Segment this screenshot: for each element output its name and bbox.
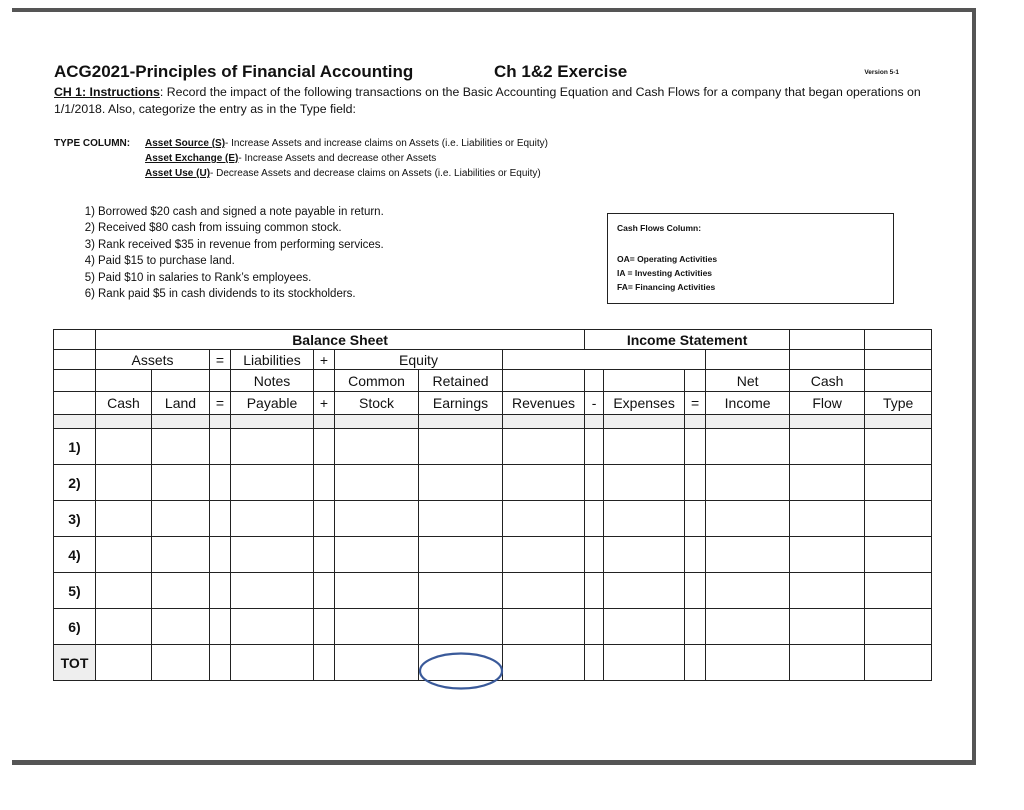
expenses-header: Expenses <box>604 392 685 415</box>
equals-sign: = <box>685 392 706 415</box>
header-cell <box>503 370 585 392</box>
cell[interactable] <box>335 645 419 681</box>
cell[interactable] <box>865 465 932 501</box>
table-row <box>54 429 932 465</box>
header-cell <box>706 350 790 370</box>
cell[interactable] <box>604 645 685 681</box>
table-row <box>54 609 932 645</box>
cell[interactable] <box>503 465 585 501</box>
cell[interactable] <box>604 465 685 501</box>
equals-sign: = <box>210 350 231 370</box>
cell[interactable] <box>419 609 503 645</box>
plus-sign: + <box>314 392 335 415</box>
accounting-worksheet-table <box>53 329 932 681</box>
row-label: 6) <box>54 609 96 645</box>
land-header: Land <box>152 392 210 415</box>
cell[interactable] <box>335 465 419 501</box>
cell[interactable] <box>865 537 932 573</box>
header-cell <box>503 350 706 370</box>
transaction-text: Borrowed $20 cash and signed a note payable in return. <box>98 206 384 218</box>
type-term: Asset Source (S) <box>145 138 226 149</box>
cell[interactable] <box>604 573 685 609</box>
header-cell <box>54 392 96 415</box>
type-desc: - Increase Assets and decrease other Assets <box>238 153 437 164</box>
earnings-header: Earnings <box>419 392 503 415</box>
cell[interactable] <box>706 537 790 573</box>
cash-flows-legend-box <box>607 213 894 304</box>
transaction-item <box>64 237 384 253</box>
flow-header: Flow <box>790 392 865 415</box>
instructions-label: CH 1: Instructions <box>54 85 160 99</box>
transaction-text: Received $80 cash from issuing common stock. <box>98 222 342 235</box>
cash-flow-header-top: Cash <box>790 370 865 392</box>
cell[interactable] <box>152 465 210 501</box>
row-label: 2) <box>54 465 96 501</box>
type-desc: - Increase Assets and increase claims on Assets (i.e. Liabilities or Equity) <box>225 138 548 149</box>
plus-sign: + <box>314 350 335 370</box>
cell[interactable] <box>503 573 585 609</box>
type-desc: - Decrease Assets and decrease claims on Assets (i.e. Liabilities or Equity) <box>210 168 541 179</box>
type-term: Asset Exchange (E) <box>145 153 239 164</box>
type-column-label: TYPE COLUMN: <box>54 138 131 149</box>
cell[interactable] <box>96 537 152 573</box>
liabilities-header: Liabilities <box>231 350 314 370</box>
cash-flows-legend-title: Cash Flows Column: <box>617 223 702 233</box>
header-cell <box>585 370 604 392</box>
row-label: 5) <box>54 573 96 609</box>
cell[interactable] <box>335 429 419 465</box>
payable-header: Payable <box>231 392 314 415</box>
cell[interactable] <box>706 573 790 609</box>
cell[interactable] <box>790 609 865 645</box>
cell[interactable] <box>706 609 790 645</box>
cell[interactable] <box>790 645 865 681</box>
cell[interactable] <box>706 645 790 681</box>
header-cell <box>790 330 865 350</box>
equity-header: Equity <box>335 350 503 370</box>
notes-header: Notes <box>231 370 314 392</box>
header-row-sub-bottom <box>54 392 932 415</box>
cell[interactable] <box>865 573 932 609</box>
header-row-sub-top <box>54 370 932 392</box>
cell[interactable] <box>335 501 419 537</box>
type-item <box>145 166 541 181</box>
cell[interactable] <box>96 465 152 501</box>
header-row-sections <box>54 330 932 350</box>
transaction-item <box>64 286 384 302</box>
income-statement-header: Income Statement <box>585 330 790 350</box>
row-label: 1) <box>54 429 96 465</box>
minus-sign: - <box>585 392 604 415</box>
cash-header: Cash <box>96 392 152 415</box>
cell[interactable] <box>604 501 685 537</box>
cell[interactable] <box>231 609 314 645</box>
net-header: Net <box>706 370 790 392</box>
transaction-item <box>64 253 384 269</box>
transaction-text: Rank paid $5 in cash dividends to its stockholders. <box>98 288 356 301</box>
cell[interactable] <box>419 465 503 501</box>
equals-sign: = <box>210 392 231 415</box>
total-label: TOT <box>54 645 96 681</box>
assets-header: Assets <box>96 350 210 370</box>
cell[interactable] <box>865 501 932 537</box>
cell[interactable] <box>335 537 419 573</box>
course-title: ACG2021-Principles of Financial Accounting <box>54 62 414 81</box>
cash-flows-legend-item: OA= Operating Activities <box>617 254 718 264</box>
cell[interactable] <box>96 609 152 645</box>
header-row-groups <box>54 350 932 370</box>
cell[interactable] <box>790 465 865 501</box>
cell[interactable] <box>503 429 585 465</box>
cell[interactable] <box>96 573 152 609</box>
cell[interactable] <box>231 429 314 465</box>
stock-header: Stock <box>335 392 419 415</box>
cell[interactable] <box>152 609 210 645</box>
cash-flows-legend-item: IA = Investing Activities <box>617 268 713 278</box>
cell[interactable] <box>152 645 210 681</box>
cell[interactable] <box>604 429 685 465</box>
cell[interactable] <box>419 537 503 573</box>
cash-flows-legend-item: FA= Financing Activities <box>617 282 716 292</box>
header-cell <box>604 370 685 392</box>
type-term: Asset Use (U) <box>145 168 211 179</box>
cell[interactable] <box>419 501 503 537</box>
cell[interactable] <box>706 501 790 537</box>
version-label: Version 5-1 <box>864 69 899 76</box>
chapter-title: Ch 1&2 Exercise <box>494 62 628 81</box>
cell[interactable] <box>152 573 210 609</box>
table-row <box>54 537 932 573</box>
cell[interactable] <box>790 573 865 609</box>
cell[interactable] <box>419 573 503 609</box>
table-row <box>54 501 932 537</box>
header-cell <box>54 370 96 392</box>
header-cell <box>790 350 865 370</box>
transaction-number: 3) <box>84 238 95 251</box>
common-header: Common <box>335 370 419 392</box>
cell[interactable] <box>706 465 790 501</box>
header-cell <box>865 370 932 392</box>
cell[interactable] <box>865 645 932 681</box>
cell[interactable] <box>503 501 585 537</box>
header-cell <box>54 330 96 350</box>
instructions-text: : Record the impact of the following transactions on the Basic Accounting Equation and Cash Flows for a company that began operations on 1/1/2018. Also, categorize the entry as in the Type field: <box>54 85 921 116</box>
transaction-number: 2) <box>84 222 95 235</box>
header-cell <box>96 370 152 392</box>
transaction-number: 4) <box>84 255 95 268</box>
cell[interactable] <box>231 645 314 681</box>
header-cell <box>865 330 932 350</box>
header-cell <box>152 370 210 392</box>
transaction-item <box>64 220 384 236</box>
cell[interactable] <box>152 501 210 537</box>
cell[interactable] <box>419 429 503 465</box>
cell[interactable] <box>706 429 790 465</box>
row-label: 4) <box>54 537 96 573</box>
transaction-text: Paid $10 in salaries to Rank’s employees. <box>98 271 312 284</box>
cell[interactable] <box>335 573 419 609</box>
cell[interactable] <box>790 429 865 465</box>
table-row <box>54 465 932 501</box>
transaction-number: 6) <box>84 288 95 301</box>
header-cell <box>865 350 932 370</box>
balance-sheet-header: Balance Sheet <box>96 330 585 350</box>
cell[interactable] <box>152 429 210 465</box>
title-row <box>54 62 924 84</box>
cell[interactable] <box>152 537 210 573</box>
cell[interactable] <box>231 573 314 609</box>
transaction-number: 1) <box>84 206 95 218</box>
cell[interactable] <box>96 429 152 465</box>
cell[interactable] <box>865 429 932 465</box>
transaction-text: Rank received $35 in revenue from performing services. <box>98 238 384 251</box>
cell[interactable] <box>231 501 314 537</box>
cell[interactable] <box>865 609 932 645</box>
type-item <box>145 136 548 151</box>
type-item <box>145 151 436 166</box>
cell[interactable] <box>335 609 419 645</box>
cell[interactable] <box>96 501 152 537</box>
header-cell <box>685 370 706 392</box>
header-cell <box>314 370 335 392</box>
transaction-item <box>64 204 384 220</box>
cell[interactable] <box>231 465 314 501</box>
cell[interactable] <box>604 609 685 645</box>
spacer-row <box>54 415 932 429</box>
type-header: Type <box>865 392 932 415</box>
cell[interactable] <box>231 537 314 573</box>
cell[interactable] <box>503 537 585 573</box>
transaction-number: 5) <box>84 271 95 284</box>
income-header: Income <box>706 392 790 415</box>
transaction-text: Paid $15 to purchase land. <box>98 255 235 268</box>
cell[interactable] <box>503 609 585 645</box>
transaction-list <box>64 204 384 302</box>
cell[interactable] <box>604 537 685 573</box>
instructions <box>54 84 924 117</box>
revenues-header: Revenues <box>503 392 585 415</box>
cell[interactable] <box>96 645 152 681</box>
cell[interactable] <box>790 501 865 537</box>
cell[interactable] <box>790 537 865 573</box>
cell[interactable] <box>503 645 585 681</box>
retained-header: Retained <box>419 370 503 392</box>
header-cell <box>210 370 231 392</box>
transaction-item <box>64 270 384 286</box>
row-label: 3) <box>54 501 96 537</box>
table-row <box>54 573 932 609</box>
header-cell <box>54 350 96 370</box>
retained-earnings-total-highlight-ellipse <box>418 651 504 691</box>
